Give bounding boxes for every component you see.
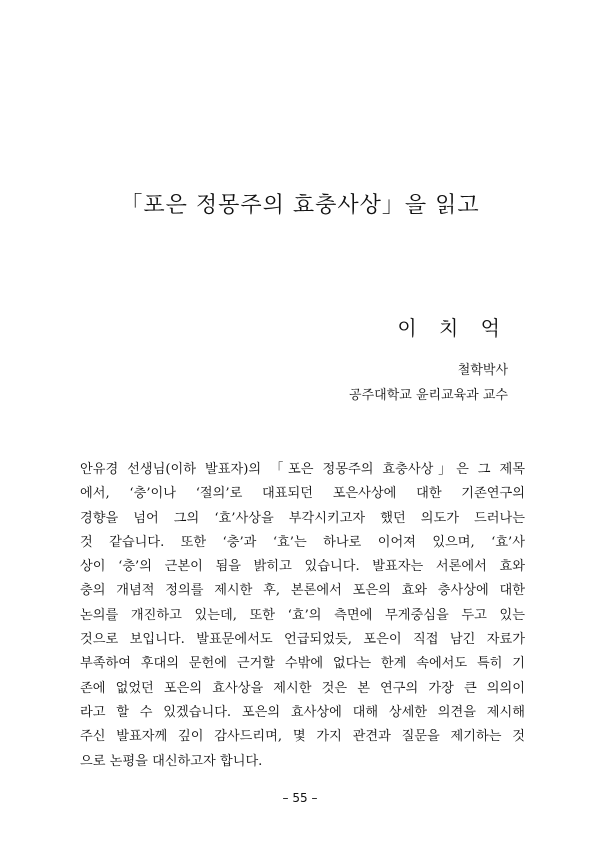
body-line: 충의 개념적 정의를 제시한 후, 본론에서 포은의 효와 충사상에 대한 <box>80 583 525 599</box>
body-line: 것 같습니다. 또한 ‘충’과 ‘효’는 하나로 이어져 있으며, ‘효’사 <box>80 534 525 550</box>
body-line: 으로 논평을 대신하고자 합니다. <box>80 753 263 769</box>
body-line: 경향을 넘어 그의 ‘효’사상을 부각시키고자 했던 의도가 드러나는 <box>80 510 525 526</box>
body-line: 주신 발표자께 깊이 감사드리며, 몇 가지 관견과 질문을 제기하는 것 <box>80 729 525 745</box>
body-line: 상이 ‘충’의 근본이 됨을 밝히고 있습니다. 발표자는 서론에서 효와 <box>80 559 525 575</box>
body-line: 논의를 개진하고 있는데, 또한 ‘효’의 측면에 무게중심을 두고 있는 <box>80 607 525 623</box>
body-line: 안유경 선생님(이하 발표자)의 「포은 정몽주의 효충사상」은 그 제목 <box>80 462 525 477</box>
body-paragraph <box>80 458 525 774</box>
body-line: 에서, ‘충’이나 ‘절의’로 대표되던 포은사상에 대한 기존연구의 <box>80 486 525 502</box>
body-line: 부족하여 후대의 문헌에 근거할 수밖에 없다는 한계 속에서도 특히 기 <box>80 656 525 672</box>
body-line: 존에 없었던 포은의 효사상을 제시한 것은 본 연구의 가장 큰 의의이 <box>80 680 525 696</box>
author-position: 공주대학교 윤리교육과 교수 <box>349 388 508 403</box>
body-line: 것으로 보입니다. 발표문에서도 언급되었듯, 포은이 직접 남긴 자료가 <box>80 632 525 648</box>
body-line: 라고 할 수 있겠습니다. 포은의 효사상에 대해 상세한 의견을 제시해 <box>80 704 525 720</box>
page-number: – 55 – <box>282 791 318 805</box>
author-name: 이 치 억 <box>397 316 508 340</box>
author-degree: 철학박사 <box>457 363 508 378</box>
document-title: 「포은 정몽주의 효충사상」을 읽고 <box>120 193 480 218</box>
